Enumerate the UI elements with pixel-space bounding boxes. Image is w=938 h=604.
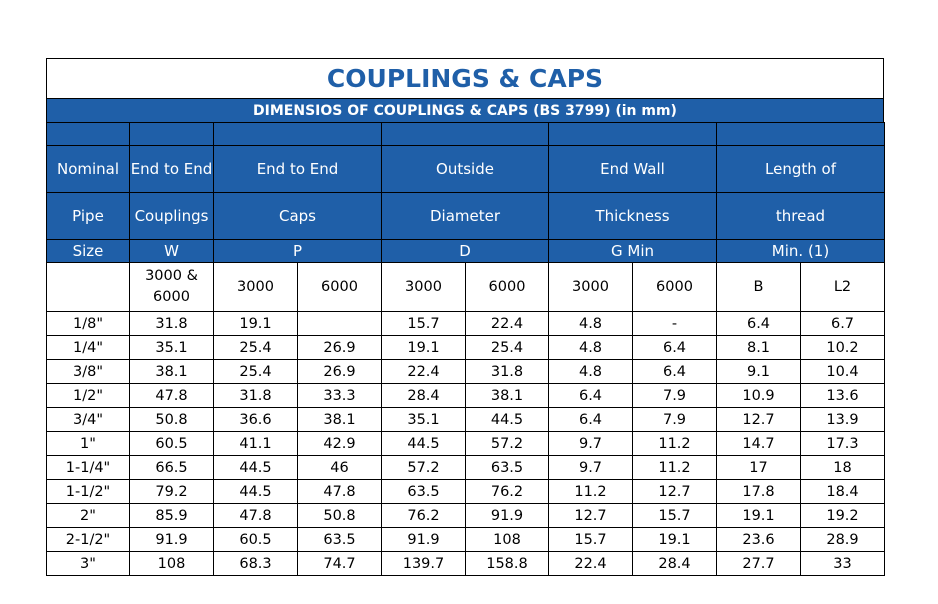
table-row (47, 360, 885, 384)
value-cell: 6.4 (717, 312, 801, 336)
couplings-caps-sheet (46, 58, 884, 576)
value-cell: 33 (801, 552, 885, 576)
size-cell: 2-1/2" (47, 528, 130, 552)
value-cell: 35.1 (130, 336, 214, 360)
value-cell: 7.9 (633, 384, 717, 408)
header-cell: W (130, 240, 214, 263)
header-cell: Couplings (130, 193, 214, 240)
value-cell: 26.9 (298, 360, 382, 384)
value-cell: 38.1 (298, 408, 382, 432)
subheader-cell: 3000 (214, 263, 298, 312)
value-cell: 50.8 (130, 408, 214, 432)
value-cell: 44.5 (466, 408, 549, 432)
value-cell: 8.1 (717, 336, 801, 360)
header-cell: Caps (214, 193, 382, 240)
value-cell: 11.2 (633, 432, 717, 456)
value-cell: 6.4 (549, 408, 633, 432)
value-cell: 17 (717, 456, 801, 480)
value-cell: 60.5 (130, 432, 214, 456)
size-cell: 1-1/2" (47, 480, 130, 504)
subheader-cell: 3000 (382, 263, 466, 312)
value-cell: 6.4 (549, 384, 633, 408)
table-row (47, 312, 885, 336)
value-cell: 47.8 (130, 384, 214, 408)
value-cell: 79.2 (130, 480, 214, 504)
value-cell: 15.7 (549, 528, 633, 552)
header-cell: Nominal (47, 146, 130, 193)
header-row-1 (47, 146, 885, 193)
value-cell: 18 (801, 456, 885, 480)
size-cell: 2" (47, 504, 130, 528)
value-cell: 15.7 (382, 312, 466, 336)
header-cell (382, 123, 549, 146)
value-cell: 6.4 (633, 336, 717, 360)
value-cell: 13.9 (801, 408, 885, 432)
header-cell: Pipe (47, 193, 130, 240)
value-cell: 9.7 (549, 432, 633, 456)
table-row (47, 456, 885, 480)
subheader-cell: 6000 (298, 263, 382, 312)
value-cell: 41.1 (214, 432, 298, 456)
value-cell: 9.7 (549, 456, 633, 480)
table-row (47, 384, 885, 408)
value-cell: 50.8 (298, 504, 382, 528)
size-cell: 3/4" (47, 408, 130, 432)
header-cell: D (382, 240, 549, 263)
header-cell: End to End (130, 146, 214, 193)
value-cell: 23.6 (717, 528, 801, 552)
subheader-cell (47, 263, 130, 312)
header-cell: Min. (1) (717, 240, 885, 263)
value-cell: 31.8 (214, 384, 298, 408)
value-cell: 42.9 (298, 432, 382, 456)
value-cell: 12.7 (633, 480, 717, 504)
header-cell (130, 123, 214, 146)
value-cell: 22.4 (549, 552, 633, 576)
value-cell: 63.5 (298, 528, 382, 552)
value-cell: 25.4 (214, 336, 298, 360)
value-cell: 85.9 (130, 504, 214, 528)
subheader-cell: L2 (801, 263, 885, 312)
size-cell: 1/4" (47, 336, 130, 360)
subheader-cell: 6000 (466, 263, 549, 312)
table-row (47, 552, 885, 576)
value-cell: 76.2 (382, 504, 466, 528)
header-cell: End Wall (549, 146, 717, 193)
size-cell: 1/2" (47, 384, 130, 408)
value-cell: 66.5 (130, 456, 214, 480)
value-cell: 60.5 (214, 528, 298, 552)
value-cell: 22.4 (382, 360, 466, 384)
size-cell: 1/8" (47, 312, 130, 336)
value-cell: 63.5 (382, 480, 466, 504)
value-cell: 4.8 (549, 336, 633, 360)
value-cell: 47.8 (214, 504, 298, 528)
value-cell: 7.9 (633, 408, 717, 432)
header-cell: Length of (717, 146, 885, 193)
value-cell: 91.9 (130, 528, 214, 552)
page-title: COUPLINGS & CAPS (46, 58, 884, 98)
value-cell: 74.7 (298, 552, 382, 576)
header-cell: thread (717, 193, 885, 240)
value-cell: 57.2 (382, 456, 466, 480)
value-cell: 11.2 (549, 480, 633, 504)
value-cell: 57.2 (466, 432, 549, 456)
header-cell: Diameter (382, 193, 549, 240)
table-row (47, 528, 885, 552)
value-cell: 47.8 (298, 480, 382, 504)
table-row (47, 408, 885, 432)
value-cell: 26.9 (298, 336, 382, 360)
value-cell: 38.1 (466, 384, 549, 408)
value-cell (298, 312, 382, 336)
header-row-3 (47, 240, 885, 263)
value-cell: - (633, 312, 717, 336)
value-cell: 10.9 (717, 384, 801, 408)
value-cell: 63.5 (466, 456, 549, 480)
value-cell: 14.7 (717, 432, 801, 456)
subheader-cell: 3000 & 6000 (130, 263, 214, 312)
header-cell: Thickness (549, 193, 717, 240)
header-row-2 (47, 193, 885, 240)
subheader-cell: B (717, 263, 801, 312)
value-cell: 38.1 (130, 360, 214, 384)
table-row (47, 480, 885, 504)
value-cell: 12.7 (549, 504, 633, 528)
header-cell (717, 123, 885, 146)
subheader-cell: 6000 (633, 263, 717, 312)
value-cell: 19.1 (717, 504, 801, 528)
dimensions-table (46, 122, 885, 576)
value-cell: 10.4 (801, 360, 885, 384)
header-cell (549, 123, 717, 146)
value-cell: 31.8 (130, 312, 214, 336)
value-cell: 19.1 (633, 528, 717, 552)
header-cell (47, 123, 130, 146)
value-cell: 9.1 (717, 360, 801, 384)
value-cell: 91.9 (466, 504, 549, 528)
size-cell: 3/8" (47, 360, 130, 384)
subheader-row (47, 263, 885, 312)
value-cell: 108 (130, 552, 214, 576)
value-cell: 108 (466, 528, 549, 552)
table-row (47, 504, 885, 528)
header-cell: Outside (382, 146, 549, 193)
header-cell: P (214, 240, 382, 263)
subheader-cell: 3000 (549, 263, 633, 312)
value-cell: 35.1 (382, 408, 466, 432)
value-cell: 4.8 (549, 360, 633, 384)
value-cell: 31.8 (466, 360, 549, 384)
value-cell: 27.7 (717, 552, 801, 576)
value-cell: 36.6 (214, 408, 298, 432)
value-cell: 44.5 (382, 432, 466, 456)
header-blank-row (47, 123, 885, 146)
value-cell: 158.8 (466, 552, 549, 576)
value-cell: 68.3 (214, 552, 298, 576)
value-cell: 19.1 (382, 336, 466, 360)
size-cell: 1" (47, 432, 130, 456)
value-cell: 11.2 (633, 456, 717, 480)
value-cell: 12.7 (717, 408, 801, 432)
value-cell: 28.4 (382, 384, 466, 408)
size-cell: 3" (47, 552, 130, 576)
value-cell: 17.3 (801, 432, 885, 456)
value-cell: 6.7 (801, 312, 885, 336)
value-cell: 10.2 (801, 336, 885, 360)
value-cell: 18.4 (801, 480, 885, 504)
value-cell: 19.2 (801, 504, 885, 528)
header-cell: G Min (549, 240, 717, 263)
table-row (47, 432, 885, 456)
header-cell: End to End (214, 146, 382, 193)
value-cell: 76.2 (466, 480, 549, 504)
value-cell: 46 (298, 456, 382, 480)
value-cell: 44.5 (214, 480, 298, 504)
value-cell: 22.4 (466, 312, 549, 336)
value-cell: 91.9 (382, 528, 466, 552)
value-cell: 25.4 (466, 336, 549, 360)
value-cell: 4.8 (549, 312, 633, 336)
size-cell: 1-1/4" (47, 456, 130, 480)
value-cell: 25.4 (214, 360, 298, 384)
value-cell: 28.9 (801, 528, 885, 552)
value-cell: 19.1 (214, 312, 298, 336)
value-cell: 139.7 (382, 552, 466, 576)
value-cell: 13.6 (801, 384, 885, 408)
value-cell: 28.4 (633, 552, 717, 576)
value-cell: 33.3 (298, 384, 382, 408)
value-cell: 44.5 (214, 456, 298, 480)
header-cell: Size (47, 240, 130, 263)
value-cell: 17.8 (717, 480, 801, 504)
table-subtitle: DIMENSIOS OF COUPLINGS & CAPS (BS 3799) (in mm) (46, 98, 884, 122)
header-cell (214, 123, 382, 146)
value-cell: 6.4 (633, 360, 717, 384)
table-row (47, 336, 885, 360)
value-cell: 15.7 (633, 504, 717, 528)
